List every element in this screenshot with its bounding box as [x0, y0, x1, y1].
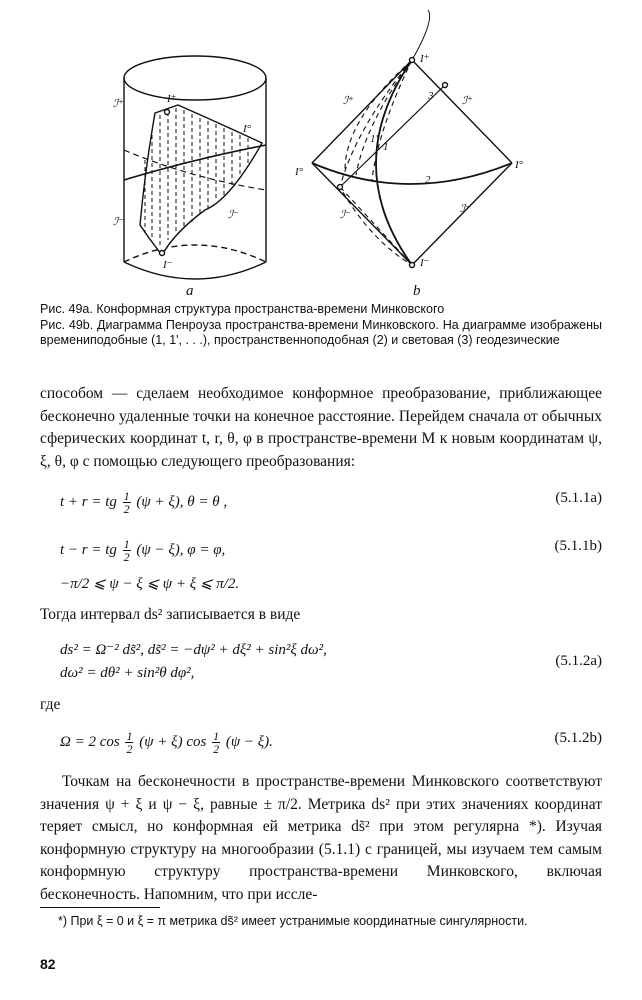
eq2b-left: Ω = 2 cos	[60, 733, 120, 750]
cylinder-i-plus-point	[165, 110, 170, 115]
cylinder-bottom-arc	[124, 262, 266, 279]
cyl-scri-plus-label: ℐ⁺	[113, 98, 124, 110]
paragraph-3: где	[40, 696, 61, 713]
eq1a-number: (5.1.1a)	[555, 490, 602, 506]
cyl-scri-minus-right-label: ℐ⁻	[228, 209, 239, 221]
cylinder-i-minus-point	[160, 251, 165, 256]
cyl-i-zero-label: I°	[243, 123, 252, 135]
cyl-i-plus-label: I⁺	[167, 93, 177, 105]
eq1b-left: t − r = tg	[60, 541, 117, 558]
diamond-scri-plus-left-label: ℐ⁺	[343, 95, 354, 107]
equation-inequality: −π/2 ⩽ ψ − ξ ⩽ ψ + ξ ⩽ π/2.	[60, 576, 240, 592]
label-geodesic-3: 3	[428, 90, 434, 102]
eq2b-right: (ψ − ξ).	[225, 733, 273, 750]
eq2a-line1: ds² = Ω⁻² ds̃², ds̃² = −dψ² + dξ² + sin²ξ dω²,	[60, 642, 327, 658]
eq1b-right: (ψ − ξ), φ = φ,	[136, 541, 226, 558]
eq1a-left: t + r = tg	[60, 493, 117, 510]
page-number: 82	[40, 956, 56, 972]
caption-49a: Рис. 49a. Конформная структура пространства-времени Минковского	[40, 302, 445, 316]
label-geodesic-1p: 1'	[370, 133, 378, 145]
eq2b-number: (5.1.2b)	[554, 730, 602, 746]
diamond-i-zero-right-label: I°	[515, 159, 524, 171]
paragraph-2: Тогда интервал ds² записывается в виде	[40, 606, 301, 623]
paragraph-1: способом — сделаем необходимое конформное преобразование, приближающее бесконечно удаленные точки на конечное расстояние. Перейдем сначала от обычных сферических координат t, r, θ, φ в пространстве-времени M к новым координатам ψ, ξ, θ, φ с помощью следующего преобразования:	[40, 385, 602, 470]
diamond-point-right	[443, 83, 448, 88]
caption-49b: Рис. 49b. Диаграмма Пенроуза пространства-времени Минковского. На диаграмме изображены времениподобные (1, 1', . . .), пространственноподобная (2) и световая (3) геодезические	[40, 318, 602, 347]
fraction: $\frac{1}{2}$	[123, 537, 130, 564]
fraction: $\frac{1}{2}$	[123, 489, 130, 516]
diamond-edge-upper-left	[312, 60, 412, 163]
figure	[0, 0, 642, 305]
diamond-scri-minus-left-label: ℐ⁻	[340, 209, 351, 221]
label-geodesic-2: 2	[425, 174, 431, 186]
diamond-i-minus-label: I⁻	[420, 257, 430, 269]
penrose-diagram	[312, 10, 512, 268]
diamond-point-i-plus	[410, 58, 415, 63]
paragraph-4: Точкам на бесконечности в пространстве-времени Минковского соответствуют значения ψ + ξ и ψ − ξ, равные ± π/2. Метрика ds² при этих значениях координат теряет смысл, но конформная ей метрика ds̃² при этом регулярна *). Изучая конформную структуру на многообразии (5.1.1) с границей, мы изучаем тем самым конформную структуру пространства-времени Минковского, включая бесконечность. Напомним, что при иссле-	[40, 773, 602, 903]
cyl-i-minus-label: I⁻	[163, 259, 173, 271]
diamond-point-i-minus	[410, 263, 415, 268]
diamond-i-zero-left-label: I°	[295, 166, 304, 178]
fraction: $\frac{1}{2}$	[213, 729, 220, 756]
equation-5-1-1a	[60, 490, 602, 516]
eq2a-line2: dω² = dθ² + sin²θ dφ²,	[60, 665, 195, 681]
fraction: $\frac{1}{2}$	[126, 729, 133, 756]
diamond-scri-plus-right-label: ℐ⁺	[462, 95, 473, 107]
footnote: *) При ξ = 0 и ξ = π метрика ds̃² имеет устранимые координатные сингулярности.	[58, 914, 528, 928]
subfigure-a-label: a	[186, 283, 194, 299]
cylinder-bottom-arc-back	[124, 245, 266, 262]
subfigure-b-label: b	[413, 283, 421, 299]
cyl-scri-minus-left-label: ℐ⁻	[113, 216, 124, 228]
eq1b-number: (5.1.1b)	[554, 538, 602, 554]
diamond-point-left	[338, 185, 343, 190]
label-geodesic-1: 1	[383, 141, 389, 153]
cylinder-top-ellipse	[124, 56, 266, 100]
footnote-divider	[40, 907, 160, 908]
cylinder-figure	[124, 56, 266, 279]
equation-5-1-2a	[60, 640, 602, 690]
equation-5-1-2b	[60, 730, 602, 756]
spacelike-geodesic-2	[312, 163, 512, 184]
diamond-edge-upper-right	[412, 60, 512, 163]
diamond-scri-minus-right-label: ℐ⁻	[460, 203, 471, 215]
equation-5-1-1b	[60, 538, 602, 564]
diamond-i-plus-label: I⁺	[420, 53, 430, 65]
eq2b-mid: (ψ + ξ) cos	[139, 733, 207, 750]
eq2a-number: (5.1.2a)	[555, 653, 602, 669]
eq1a-right: (ψ + ξ), θ = θ ,	[136, 493, 228, 510]
